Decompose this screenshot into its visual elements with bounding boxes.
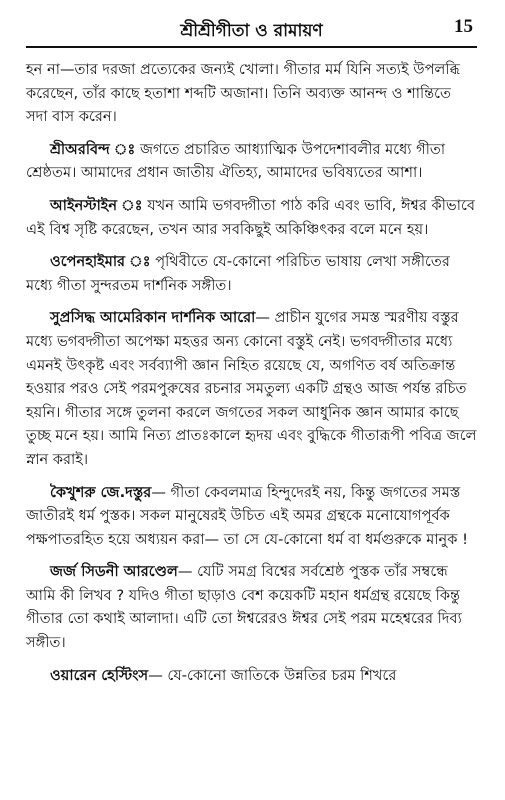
quote-oppenheimer <box>26 250 477 297</box>
quote-text: যখন আমি ভগবদ্গীতা পাঠ করি এবং ভাবি, ঈশ্বর কীভাবে এই বিশ্ব সৃষ্টি করেছেন, তখন আর সবকিছুই অকিঞ্চিৎকর বলে মনে হয়। <box>26 196 475 238</box>
quote-arundale <box>26 560 477 654</box>
quote-speaker: সুপ্রসিদ্ধ আমেরিকান দার্শনিক আরো <box>50 309 256 327</box>
quote-text: — প্রাচীন যুগের সমস্ত স্মরণীয় বস্তুর মধ্যে ভগবদ্গীতা অপেক্ষা মহত্তর অন্য কোনো বস্তুই নেই। ভগবদ্গীতার মধ্যে এমনই উৎকৃষ্ট এবং সর্বব্যাপী জ্ঞান নিহিত রয়েছে যে, অগণিত বর্ষ অতিক্রান্ত হওয়ার পরও সেই পরমপুরুষের রচনার সমতুল্য একটি গ্রন্থও আজ পর্যন্ত রচিত হয়নি। গীতার সঙ্গে তুলনা করলে জগতের সকল আধুনিক জ্ঞান আমার কাছে তুচ্ছ মনে হয়। আমি নিত্য প্রাতঃকালে হৃদয় এবং বুদ্ধিকে গীতারূপী পবিত্র জলে স্নান করাই। <box>26 309 477 468</box>
page-body <box>26 58 477 696</box>
page-header <box>26 16 477 48</box>
quote-text: পৃথিবীতে যে-কোনো পরিচিত ভাষায় লেখা সঙ্গীতের মধ্যে গীতা সুন্দরতম দার্শনিক সঙ্গীত। <box>26 253 450 294</box>
quote-american-philosopher <box>26 306 477 471</box>
quote-text: জগতে প্রচারিত আধ্যাত্মিক উপদেশাবলীর মধ্যে গীতা শ্রেষ্ঠতম। আমাদের প্রধান জাতীয় ঐতিহ্য, আমাদের ভবিষ্যতের আশা। <box>26 140 446 182</box>
quote-speaker: শ্রীঅরবিন্দ ঃ <box>50 140 136 158</box>
quote-dastur <box>26 481 477 552</box>
quote-text: — যেটি সমগ্র বিশ্বের সর্বশ্রেষ্ঠ পুস্তক তাঁর সম্বন্ধে আমি কী লিখব ? যদিও গীতা ছাড়াও বেশ কয়েকটি মহান ধর্মগ্রন্থ রয়েছে কিন্তু গীতার তো কথাই আলাদা। এটি তো ঈশ্বরেরও ঈশ্বর সেই পরম মহেশ্বরের দিব্য সঙ্গীত। <box>26 563 462 652</box>
paragraph-text: হন না—তার দরজা প্রত্যেকের জন্যই খোলা। গীতার মর্ম যিনি সত্যই উপলব্ধি করেছেন, তাঁর কাছে হতাশা শব্দটি অজানা। তিনি অব্যক্ত আনন্দ ও শান্তিতে সদা বাস করেন। <box>26 61 461 126</box>
quote-aurobindo <box>26 138 477 185</box>
running-title: শ্রীশ্রীগীতা ও রামায়ণ <box>180 21 323 41</box>
quote-speaker: আইনস্টাইন ঃ <box>50 196 143 214</box>
quote-speaker: ওপেনহাইমার ঃ <box>50 253 151 271</box>
quote-speaker: ওয়ারেন হেস্টিংস <box>50 666 149 684</box>
page-number: 15 <box>454 16 473 37</box>
quote-hastings <box>26 664 477 688</box>
paragraph-continuation <box>26 58 477 129</box>
book-page <box>26 0 477 800</box>
quote-einstein <box>26 194 477 241</box>
quote-speaker: জর্জ সিডনী আরণ্ডেল <box>50 563 178 581</box>
quote-text: — গীতা কেবলমাত্র হিন্দুদেরই নয়, কিন্তু জগতের সমস্ত জাতীরই ধর্ম পুস্তক। সকল মানুষেরই উচিত এই অমর গ্রন্থকে মনোযোগপূর্বক পক্ষপাতরহিত হয়ে অধ্যয়ন করা— তা সে যে-কোনো ধর্ম বা ধর্মগুরুকে মানুক ! <box>26 483 468 548</box>
quote-speaker: কৈখুশরু জে.দস্তুর <box>50 483 152 501</box>
quote-text: — যে-কোনো জাতিকে উন্নতির চরম শিখরে <box>148 666 397 684</box>
